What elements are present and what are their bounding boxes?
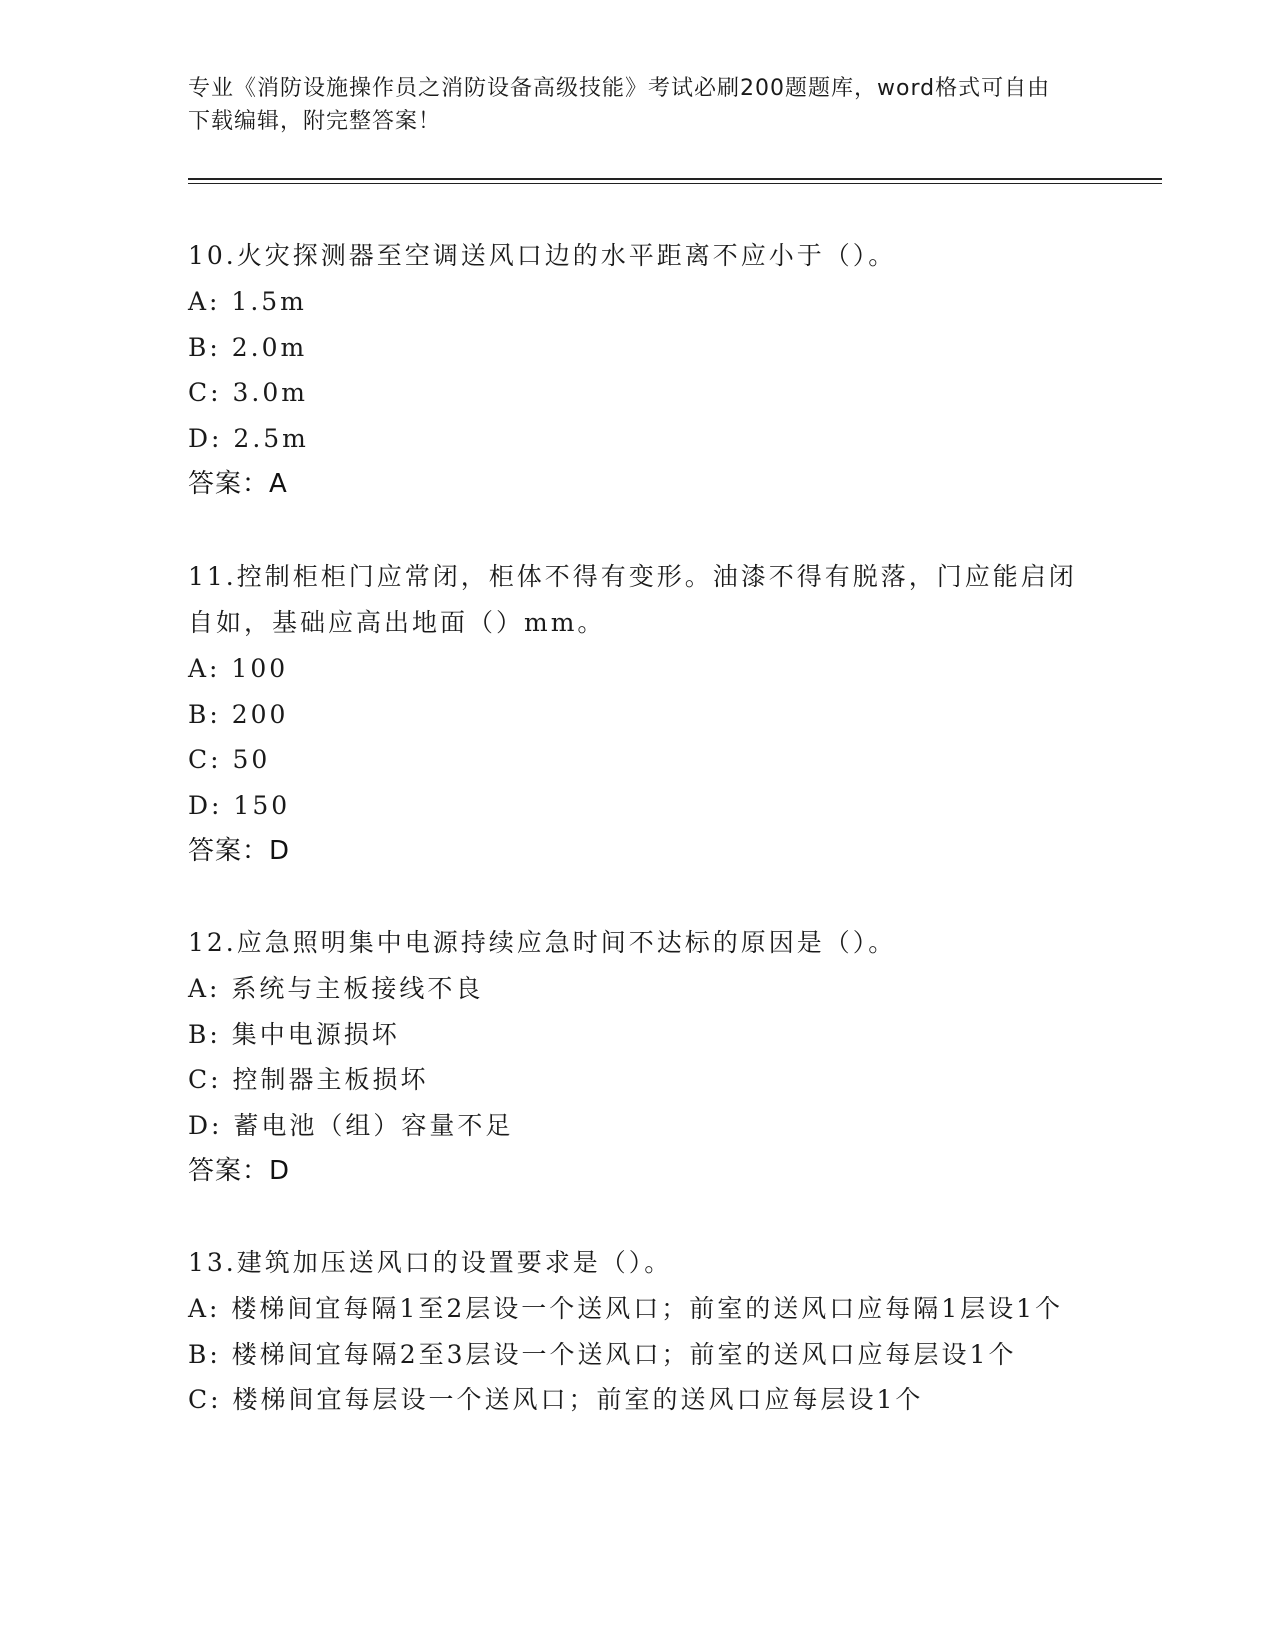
option-c: C: 3.0m <box>188 378 308 407</box>
question-11 <box>188 554 1088 874</box>
question-13 <box>188 1240 1088 1423</box>
option-d: D: 150 <box>188 790 291 820</box>
option-c: C: 控制器主板损坏 <box>188 1065 429 1094</box>
document-header: 专业《消防设施操作员之消防设备高级技能》考试必刷200题题库，word格式可自由下载编辑，附完整答案！ <box>188 76 1051 134</box>
question-stem: 13.建筑加压送风口的设置要求是（）。 <box>188 1248 673 1277</box>
option-d: D: 2.5m <box>188 423 309 453</box>
option-a: A: 1.5m <box>188 287 307 316</box>
question-10 <box>188 233 1088 507</box>
header-divider <box>188 178 1162 180</box>
option-b: B: 楼梯间宜每隔2至3层设一个送风口；前室的送风口应每层设1个 <box>188 1339 1017 1369</box>
option-c: C: 楼梯间宜每层设一个送风口；前室的送风口应每层设1个 <box>188 1385 924 1414</box>
answer: 答案：D <box>188 1156 291 1186</box>
option-a: A: 系统与主板接线不良 <box>188 974 484 1003</box>
option-a: A: 楼梯间宜每隔1至2层设一个送风口；前室的送风口应每隔1层设1个 <box>188 1294 1064 1323</box>
question-stem: 12.应急照明集中电源持续应急时间不达标的原因是（）。 <box>188 928 897 957</box>
option-a: A: 100 <box>188 654 289 683</box>
answer: 答案：A <box>188 469 288 499</box>
option-b: B: 200 <box>188 699 289 729</box>
question-stem: 11.控制柜柜门应常闭，柜体不得有变形。油漆不得有脱落，门应能启闭自如，基础应高出地面（）mm。 <box>188 562 1077 637</box>
option-b: B: 集中电源损坏 <box>188 1019 400 1049</box>
option-b: B: 2.0m <box>188 332 308 362</box>
option-c: C: 50 <box>188 745 271 774</box>
question-12 <box>188 920 1088 1194</box>
answer: 答案：D <box>188 836 291 866</box>
option-d: D: 蓄电池（组）容量不足 <box>188 1110 514 1140</box>
question-stem: 10.火灾探测器至空调送风口边的水平距离不应小于（）。 <box>188 241 897 270</box>
header-divider-thin <box>188 183 1162 184</box>
